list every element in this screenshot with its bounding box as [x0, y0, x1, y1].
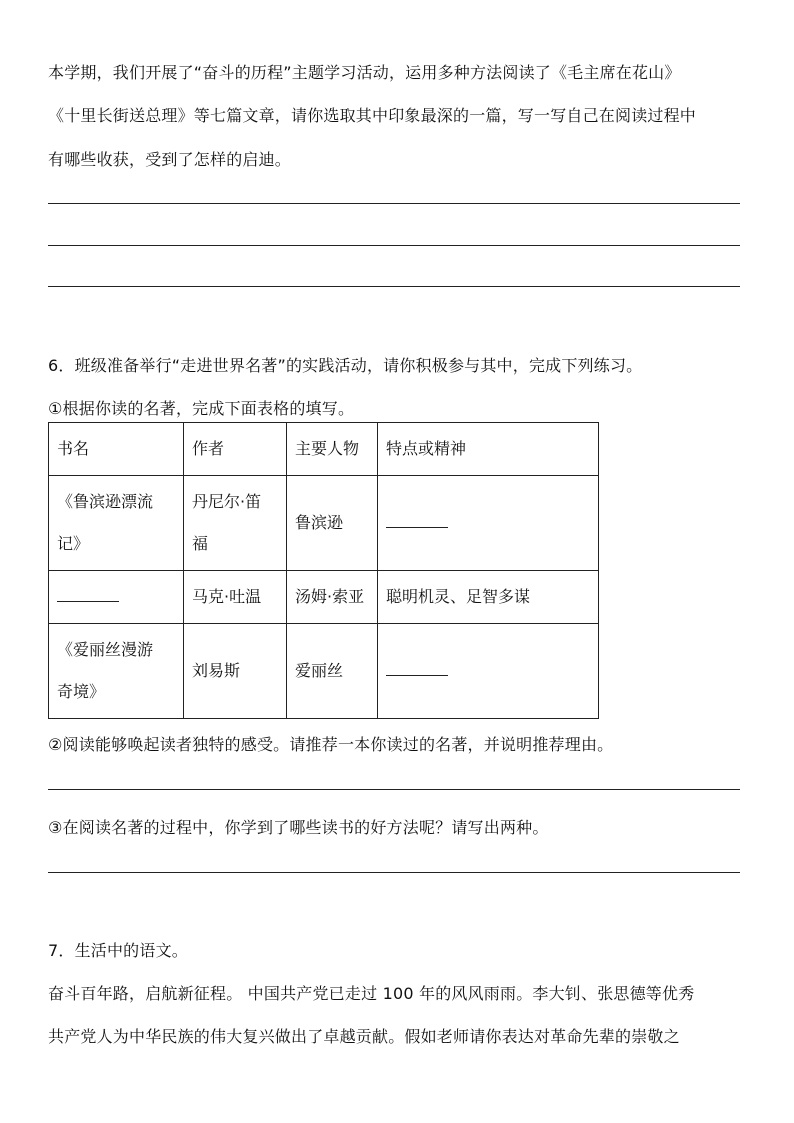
header-character: 主要人物 — [287, 423, 378, 476]
question-7-title: 7．生活中的语文。 — [48, 941, 188, 960]
cell-trait-blank[interactable] — [378, 476, 599, 571]
answer-line-4[interactable] — [48, 789, 740, 790]
table-row — [49, 624, 599, 719]
fill-blank[interactable] — [386, 513, 448, 528]
intro-line-1: 本学期，我们开展了“奋斗的历程”主题学习活动，运用多种方法阅读了《毛主席在花山》 — [48, 63, 681, 82]
cell-trait: 聪明机灵、足智多谋 — [378, 571, 599, 624]
cell-author: 刘易斯 — [184, 624, 287, 719]
cell-character: 汤姆·索亚 — [287, 571, 378, 624]
author-part: 福 — [192, 534, 209, 553]
book-title-part: 《鲁滨逊漂流 — [57, 492, 154, 511]
cell-author: 马克·吐温 — [184, 571, 287, 624]
header-book: 书名 — [49, 423, 184, 476]
cell-trait-blank[interactable] — [378, 624, 599, 719]
answer-line-3[interactable] — [48, 286, 740, 287]
question-6-sub-1: ①根据你读的名著，完成下面表格的填写。 — [48, 399, 355, 418]
question-6-sub-3: ③在阅读名著的过程中，你学到了哪些读书的好方法呢？请写出两种。 — [48, 818, 549, 837]
answer-line-1[interactable] — [48, 203, 740, 204]
intro-line-2: 《十里长街送总理》等七篇文章，请你选取其中印象最深的一篇，写一写自己在阅读过程中 — [48, 106, 697, 125]
answer-line-2[interactable] — [48, 245, 740, 246]
header-trait: 特点或精神 — [378, 423, 599, 476]
table-header-row — [49, 423, 599, 476]
book-title-part: 《爱丽丝漫游 — [57, 640, 154, 659]
cell-book — [49, 476, 184, 571]
intro-line-3: 有哪些收获，受到了怎样的启迪。 — [48, 150, 292, 169]
cell-author — [184, 476, 287, 571]
table-row — [49, 476, 599, 571]
header-author: 作者 — [184, 423, 287, 476]
answer-line-5[interactable] — [48, 872, 740, 873]
cell-book — [49, 624, 184, 719]
cell-book-blank[interactable] — [49, 571, 184, 624]
question-7-line-2: 共产党人为中华民族的伟大复兴做出了卓越贡献。假如老师请你表达对革命先辈的崇敬之 — [48, 1027, 680, 1046]
author-part: 丹尼尔·笛 — [192, 492, 262, 511]
fill-blank[interactable] — [57, 587, 119, 602]
book-table — [48, 422, 599, 719]
table-row — [49, 571, 599, 624]
question-6-title: 6．班级准备举行“走进世界名著”的实践活动，请你积极参与其中，完成下列练习。 — [48, 356, 643, 375]
cell-character: 鲁滨逊 — [287, 476, 378, 571]
book-title-part: 奇境》 — [57, 682, 106, 701]
cell-character: 爱丽丝 — [287, 624, 378, 719]
book-title-part: 记》 — [57, 534, 90, 553]
question-6-sub-2: ②阅读能够唤起读者独特的感受。请推荐一本你读过的名著，并说明推荐理由。 — [48, 735, 614, 754]
fill-blank[interactable] — [386, 661, 448, 676]
question-7-line-1: 奋斗百年路，启航新征程。 中国共产党已走过 100 年的风风雨雨。李大钊、张思德等优秀 — [48, 984, 695, 1003]
